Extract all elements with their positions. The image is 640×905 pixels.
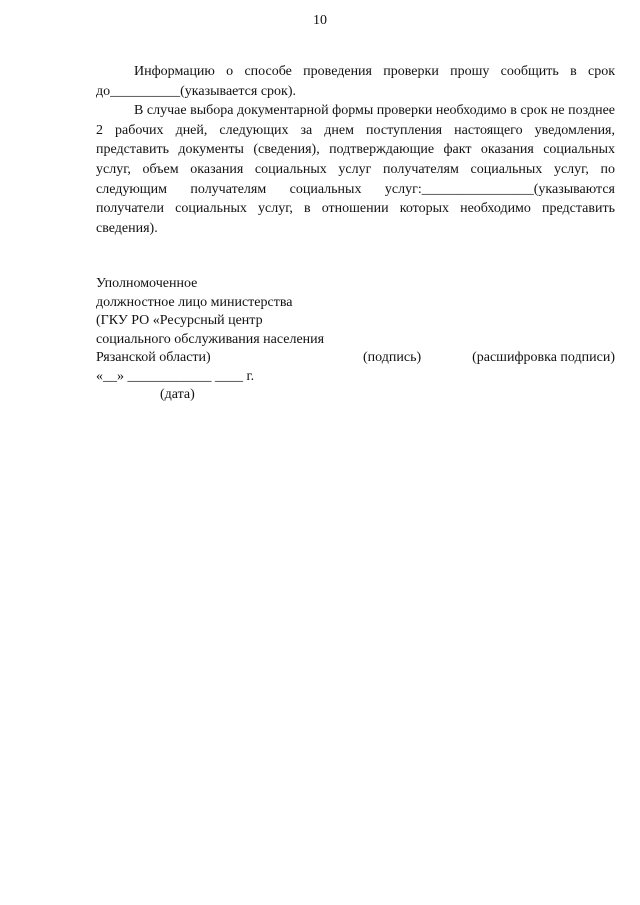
signer-title-line: должностное лицо министерства: [96, 294, 293, 310]
date-caption: (дата): [160, 387, 195, 402]
signer-title-line: социального обслуживания населения: [96, 331, 325, 347]
date-line: «__» ____________ ____ г.: [96, 368, 255, 384]
page-number: 10: [313, 13, 327, 28]
signature-decode-caption: (расшифровка подписи): [472, 350, 615, 365]
signer-title-line: Уполномоченное: [96, 276, 198, 291]
signature-block: [96, 275, 615, 405]
signature-row: [96, 349, 615, 368]
paragraph-documentary-check: В случае выбора документарной формы проверки необходимо в срок не позднее 2 рабочих дней, следующих за днем поступления настоящего уведомления, представить документы (сведения), подтверждающие факт оказания социальных услуг, объем оказания социальных услуг получателям социальных услуг, по следующим получателям социальных услуг:________________(указываются получатели социальных услуг, в отношении которых необходимо представить сведения).: [96, 103, 615, 236]
signer-title-line: (ГКУ РО «Ресурсный центр: [96, 313, 263, 328]
notice-body: [96, 62, 615, 238]
paragraph-inspection-method: Информацию о способе проведения проверки прошу сообщить в срок до__________(указывается срок).: [96, 64, 615, 99]
signer-region: Рязанской области): [96, 350, 211, 365]
signature-caption: (подпись): [363, 350, 422, 365]
